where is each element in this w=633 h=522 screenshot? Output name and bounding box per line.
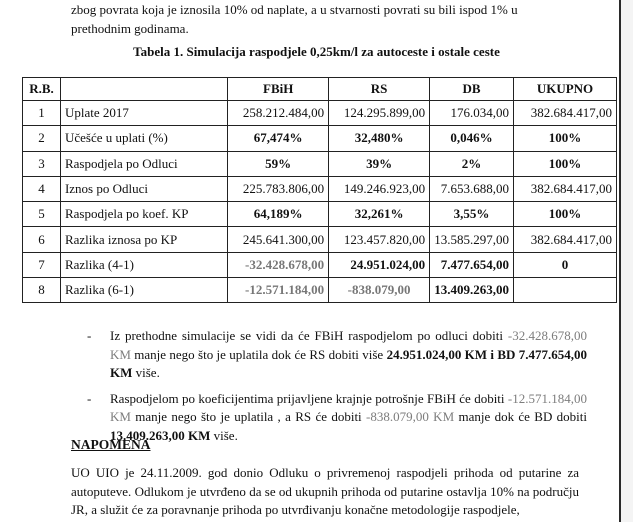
cell-fbih: 245.641.300,00: [228, 227, 329, 252]
bullet-text: više.: [132, 365, 160, 380]
cell-db: 0,046%: [430, 126, 514, 151]
header-label: [60, 78, 227, 101]
intro-text: [71, 0, 591, 38]
cell-rs: 39%: [329, 151, 430, 176]
cell-fbih: -12.571.184,00: [228, 278, 329, 303]
cell-label: Razlika (4-1): [60, 252, 227, 277]
bullet-item-2: [87, 390, 587, 446]
cell-rb: 7: [23, 252, 61, 277]
cell-total: [514, 278, 617, 303]
bullet-text: manje nego što je uplatila , a RS će dobiti: [130, 409, 367, 424]
table-row: [23, 176, 617, 201]
cell-rs: 32,480%: [329, 126, 430, 151]
table-caption: Tabela 1. Simulacija raspodjele 0,25km/l za autoceste i ostale ceste: [133, 44, 500, 59]
cell-fbih: 258.212.484,00: [228, 101, 329, 126]
cell-label: Razlika (6-1): [60, 278, 227, 303]
section-heading-napomena: NAPOMENA: [71, 437, 151, 452]
cell-label: Raspodjela po Odluci: [60, 151, 227, 176]
bullet-item-1: [87, 327, 587, 383]
dash-icon: -: [87, 390, 92, 406]
cell-total: 100%: [514, 126, 617, 151]
cell-total: 382.684.417,00: [514, 227, 617, 252]
bullet-value: 13.409.263,00 KM: [110, 427, 211, 443]
bullet-text: više.: [210, 427, 238, 443]
bullet-text: manje nego što je uplatila dok će RS dobiti više: [130, 346, 387, 362]
table-row: [23, 278, 617, 303]
cell-db: 13.585.297,00: [430, 227, 514, 252]
cell-rb: 2: [23, 126, 61, 151]
bullet-text: Raspodjelom po koeficijentima prijavljene krajnje potrošnje FBiH će dobiti: [110, 390, 508, 406]
page-edge-line: [619, 0, 621, 522]
cell-fbih: -32.428.678,00: [228, 252, 329, 277]
bullet-value: 7.477.654,00 KM: [110, 346, 588, 380]
cell-fbih: 64,189%: [228, 202, 329, 227]
table-row: [23, 126, 617, 151]
cell-rs: 124.295.899,00: [329, 101, 430, 126]
bullet-text: manje dok će BD dobiti: [454, 409, 588, 424]
cell-rs: 32,261%: [329, 202, 430, 227]
page-margin: [621, 0, 633, 522]
dash-icon: -: [87, 328, 92, 343]
cell-label: Razlika iznosa po KP: [60, 227, 227, 252]
bullet-value-negative: -32.428.678,00 KM: [110, 328, 587, 362]
bullet-value-negative: -12.571.184,00 KM: [110, 390, 587, 424]
bullet-list: [87, 327, 587, 452]
bullet-text: Iz prethodne simulacije se vidi da će FBiH raspodjelom po odluci dobiti: [110, 328, 508, 343]
cell-db: 2%: [430, 151, 514, 176]
table-row: [23, 252, 617, 277]
cell-rs: 149.246.923,00: [329, 176, 430, 201]
header-db: DB: [430, 78, 514, 101]
cell-total: 100%: [514, 151, 617, 176]
simulation-table: [22, 77, 617, 303]
cell-db: 7.653.688,00: [430, 176, 514, 201]
table-header-row: [23, 78, 617, 101]
cell-db: 13.409.263,00: [430, 278, 514, 303]
intro-line-1: zbog povrata koja je iznosila 10% od naplate, a u stvarnosti povrati su bili ispod 1% u: [71, 2, 518, 17]
napomena-paragraph: UO UIO je 24.11.2009. god donio Odluku o privremenoj raspodjeli prihoda od putarine za autoputeve. Odlukom je utvrđeno da se od ukupnih prihoda od putarine ostavlja 10% na području JR, a služit će za poravnanje prihoda po utvrđivanju konačne metodologije raspodjele,: [71, 465, 579, 517]
cell-fbih: 67,474%: [228, 126, 329, 151]
cell-rs: 123.457.820,00: [329, 227, 430, 252]
bullet-value-negative: -838.079,00 KM: [366, 409, 455, 424]
table-row: [23, 227, 617, 252]
cell-rb: 5: [23, 202, 61, 227]
cell-label: Iznos po Odluci: [60, 176, 227, 201]
cell-fbih: 225.783.806,00: [228, 176, 329, 201]
cell-label: Uplate 2017: [60, 101, 227, 126]
header-ukupno: UKUPNO: [514, 78, 617, 101]
table-row: [23, 151, 617, 176]
header-rb: R.B.: [23, 78, 61, 101]
cell-rb: 3: [23, 151, 61, 176]
cell-db: 7.477.654,00: [430, 252, 514, 277]
cell-total: 382.684.417,00: [514, 101, 617, 126]
intro-line-2: prethodnim godinama.: [71, 21, 189, 36]
cell-rs: 24.951.024,00: [329, 252, 430, 277]
cell-label: Raspodjela po koef. KP: [60, 202, 227, 227]
cell-db: 3,55%: [430, 202, 514, 227]
cell-total: 0: [514, 252, 617, 277]
cell-rb: 1: [23, 101, 61, 126]
cell-label: Učešće u uplati (%): [60, 126, 227, 151]
cell-rb: 6: [23, 227, 61, 252]
cell-total: 100%: [514, 202, 617, 227]
cell-total: 382.684.417,00: [514, 176, 617, 201]
header-rs: RS: [329, 78, 430, 101]
table-row: [23, 101, 617, 126]
header-fbih: FBiH: [228, 78, 329, 101]
bullet-value: 24.951.024,00 KM: [386, 346, 488, 362]
cell-db: 176.034,00: [430, 101, 514, 126]
cell-rb: 8: [23, 278, 61, 303]
cell-rs: -838.079,00: [329, 278, 430, 303]
bullet-text: i BD: [487, 346, 519, 362]
cell-rb: 4: [23, 176, 61, 201]
table-row: [23, 202, 617, 227]
cell-fbih: 59%: [228, 151, 329, 176]
